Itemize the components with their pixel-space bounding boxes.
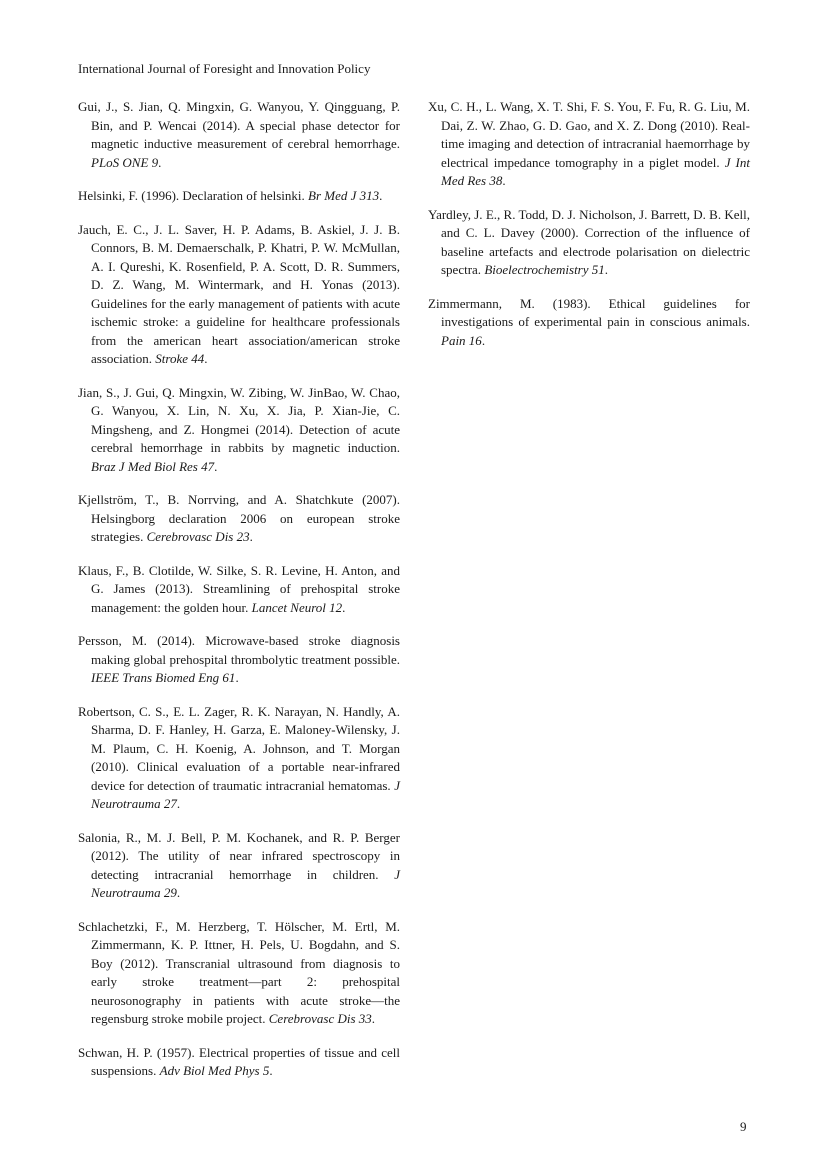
reference-journal: J Neurotrauma 27 bbox=[91, 777, 400, 811]
reference-entry bbox=[428, 98, 750, 191]
reference-entry bbox=[78, 384, 400, 477]
reference-journal: J Neurotrauma 29 bbox=[91, 866, 400, 900]
reference-tail: . bbox=[269, 1063, 273, 1078]
reference-tail: . bbox=[158, 154, 162, 170]
reference-text: Klaus, F., B. Clotilde, W. Silke, S. R. Levine, H. Anton, and G. James (2013). Streamlining of prehospital stroke management: the golden hour. bbox=[78, 562, 400, 615]
reference-journal: IEEE Trans Biomed Eng 61 bbox=[91, 670, 236, 685]
reference-journal: Stroke 44 bbox=[155, 351, 205, 366]
reference-entry bbox=[78, 1044, 400, 1081]
reference-journal: Cerebrovasc Dis 23 bbox=[146, 529, 250, 544]
reference-text: Helsinki, F. (1996). Declaration of helsinki. bbox=[78, 188, 309, 203]
reference-tail: . bbox=[371, 1011, 376, 1026]
reference-text: Yardley, J. E., R. Todd, D. J. Nicholson, J. Barrett, D. B. Kell, and C. L. Davey (2000). Correction of the influence of baseline artefacts and electrode polarisation on dielectric spectra. bbox=[428, 206, 750, 277]
reference-tail: . bbox=[342, 599, 346, 615]
reference-entry bbox=[78, 562, 400, 618]
reference-tail: . bbox=[379, 188, 383, 203]
reference-text: Zimmermann, M. (1983). Ethical guidelines for investigations of experimental pain in conscious animals. bbox=[428, 295, 750, 329]
reference-entry bbox=[78, 221, 400, 369]
reference-journal: PLoS ONE 9 bbox=[91, 154, 159, 170]
page-number: 9 bbox=[740, 1119, 747, 1134]
reference-entry bbox=[428, 206, 750, 280]
references-right-column bbox=[428, 98, 750, 365]
reference-tail: . bbox=[204, 351, 208, 366]
reference-tail: . bbox=[235, 670, 239, 685]
reference-tail: . bbox=[176, 885, 181, 900]
reference-journal: Adv Biol Med Phys 5 bbox=[159, 1063, 270, 1078]
reference-text: Xu, C. H., L. Wang, X. T. Shi, F. S. You, F. Fu, R. G. Liu, M. Dai, Z. W. Zhao, G. D. Gao, and X. Z. Dong (2010). Real-time imaging and detection of intracranial haemorrhage by electrical impedance tomography in a piglet model. bbox=[428, 99, 750, 170]
reference-entry bbox=[78, 703, 400, 814]
reference-text: Salonia, R., M. J. Bell, P. M. Kochanek, and R. P. Berger (2012). The utility of near infrared spectroscopy in detecting intracranial hemorrhage in children. bbox=[78, 829, 400, 882]
reference-tail: . bbox=[176, 796, 181, 811]
reference-journal: Bioelectrochemistry 51 bbox=[484, 262, 605, 277]
reference-tail: . bbox=[604, 262, 609, 277]
reference-text: Robertson, C. S., E. L. Zager, R. K. Narayan, N. Handly, A. Sharma, D. F. Hanley, H. Garza, E. Maloney-Wilensky, J. M. Plaum, C. H. Koenig, A. Johnson, and T. Morgan (2010). Clinical evaluation of a portable near-infrared device for detection of traumatic intracranial hematomas. bbox=[78, 703, 400, 793]
reference-entry bbox=[78, 187, 400, 206]
reference-text: Gui, J., S. Jian, Q. Mingxin, G. Wanyou, Y. Qingguang, P. Bin, and P. Wencai (2014). A special phase detector for magnetic inductive measurement of cerebral hemorrhage. bbox=[78, 99, 400, 151]
reference-entry bbox=[78, 918, 400, 1029]
reference-entry bbox=[78, 632, 400, 688]
reference-text: Kjellström, T., B. Norrving, and A. Shatchkute (2007). Helsingborg declaration 2006 on european stroke strategies. bbox=[78, 492, 400, 544]
reference-entry bbox=[78, 98, 400, 172]
reference-entry bbox=[428, 295, 750, 351]
reference-text: Schlachetzki, F., M. Herzberg, T. Hölscher, M. Ertl, M. Zimmermann, K. P. Ittner, H. Pels, U. Bogdahn, and S. Boy (2012). Transcranial ultrasound from diagnosis to early stroke treatment—part 2: prehospital neurosonography in patients with acute stroke—the regensburg stroke mobile project. bbox=[78, 918, 400, 1026]
reference-tail: . bbox=[502, 173, 506, 188]
reference-text: Jauch, E. C., J. L. Saver, H. P. Adams, B. Askiel, J. J. B. Connors, B. M. Demaerschalk, P. Khatri, P. W. McMullan, A. I. Qureshi, K. Rosenfield, P. A. Scott, D. R. Summers, D. Z. Wang, M. Wintermark, and H. Yonas (2013). Guidelines for the early management of patients with acute ischemic stroke: a guideline for healthcare professionals from the american heart association/american stroke association. bbox=[78, 221, 400, 366]
reference-text: Persson, M. (2014). Microwave-based stroke diagnosis making global prehospital thrombolytic treatment possible. bbox=[78, 633, 400, 667]
reference-journal: Braz J Med Biol Res 47 bbox=[91, 458, 215, 474]
reference-journal: Cerebrovasc Dis 33 bbox=[268, 1011, 372, 1026]
reference-entry bbox=[78, 491, 400, 547]
reference-journal: Lancet Neurol 12 bbox=[251, 599, 343, 615]
reference-journal: Pain 16 bbox=[441, 332, 482, 348]
reference-text: Schwan, H. P. (1957). Electrical properties of tissue and cell suspensions. bbox=[78, 1044, 400, 1078]
reference-tail: . bbox=[214, 458, 218, 474]
reference-journal: Br Med J 313 bbox=[308, 188, 380, 203]
reference-tail: . bbox=[249, 529, 253, 544]
reference-entry bbox=[78, 829, 400, 903]
reference-journal: J Int Med Res 38 bbox=[441, 154, 750, 188]
reference-text: Jian, S., J. Gui, Q. Mingxin, W. Zibing, W. JinBao, W. Chao, G. Wanyou, X. Lin, N. Xu, X. Jia, P. Xian-Jie, C. Mingsheng, and Z. Hongmei (2014). Detection of acute cerebral hemorrhage in rabbits by magnetic induction. bbox=[78, 384, 400, 455]
reference-tail: . bbox=[481, 332, 486, 348]
running-head: International Journal of Foresight and Innovation Policy bbox=[78, 61, 371, 76]
references-left-column bbox=[78, 98, 400, 1096]
